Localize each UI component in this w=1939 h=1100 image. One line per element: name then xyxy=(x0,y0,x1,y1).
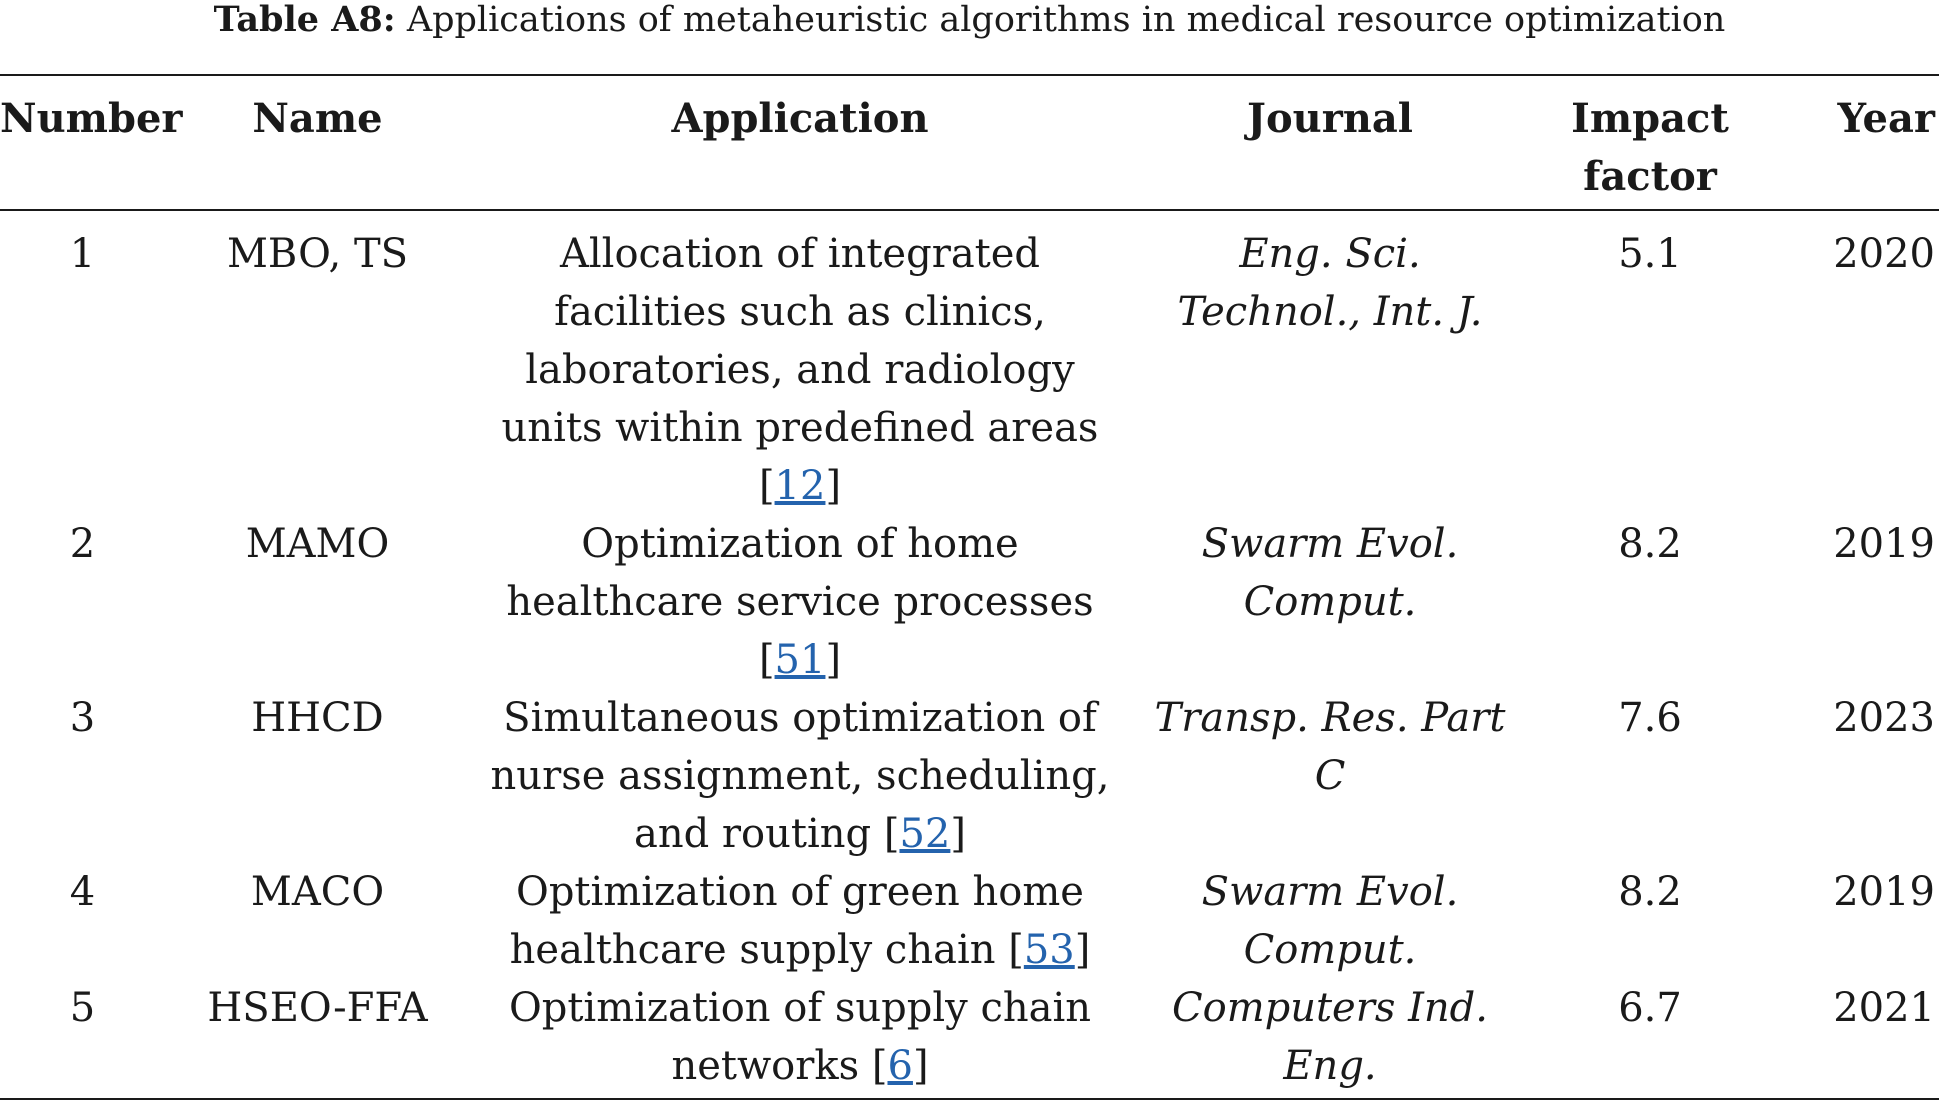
cell-name: MAMO xyxy=(245,521,390,567)
table-row xyxy=(0,863,1939,979)
reference-link[interactable]: 6 xyxy=(887,1043,913,1089)
cell-number: 3 xyxy=(69,695,96,741)
cell-number: 5 xyxy=(69,985,96,1031)
journal-text: Transp. Res. Part C xyxy=(1154,695,1506,799)
application-text: Allocation of integrated facilities such as clinics, laboratories, and radiology units within predefined areas xyxy=(501,231,1099,451)
cell-impact-factor: 8.2 xyxy=(1618,521,1682,567)
cell-journal xyxy=(1130,979,1530,1099)
reference-link[interactable]: 52 xyxy=(899,811,951,857)
column-header-application: Application xyxy=(671,95,929,142)
cell-name: HSEO-FFA xyxy=(207,985,428,1031)
cell-number: 1 xyxy=(69,231,96,277)
table-row xyxy=(0,979,1939,1099)
cell-year: 2020 xyxy=(1833,231,1935,277)
application-text: Optimization of supply chain networks xyxy=(508,985,1092,1089)
journal-text: Swarm Evol. Comput. xyxy=(1201,521,1459,625)
cell-name: MBO, TS xyxy=(226,231,409,277)
cell-journal xyxy=(1130,689,1530,863)
cell-year: 2019 xyxy=(1833,521,1935,567)
reference-link[interactable]: 51 xyxy=(774,637,826,683)
cell-application: Optimization of home healthcare service processes [51] xyxy=(506,521,1094,683)
table-body xyxy=(0,210,1939,1099)
cell-year: 2019 xyxy=(1833,869,1935,915)
cell-year: 2021 xyxy=(1833,985,1935,1031)
reference-link[interactable]: 12 xyxy=(774,463,826,509)
journal-text: Eng. Sci. Technol., Int. J. xyxy=(1177,231,1483,335)
column-header-number: Number xyxy=(0,95,183,142)
table-header xyxy=(0,75,1939,210)
cell-application: Simultaneous optimization of nurse assignment, scheduling, and routing [52] xyxy=(490,695,1110,857)
cell-number: 2 xyxy=(69,521,96,567)
table-row xyxy=(0,515,1939,689)
table-row xyxy=(0,210,1939,515)
impact-header-line1: Impact xyxy=(1571,95,1729,142)
journal-text: Computers Ind. Eng. xyxy=(1172,985,1488,1089)
table-row xyxy=(0,689,1939,863)
table-caption-label: Table A8: xyxy=(213,0,396,40)
cell-year: 2023 xyxy=(1833,695,1935,741)
column-header-name: Name xyxy=(252,95,383,142)
applications-table xyxy=(0,74,1939,1100)
cell-impact-factor: 8.2 xyxy=(1618,869,1682,915)
application-text: Simultaneous optimization of nurse assignment, scheduling, and routing xyxy=(490,695,1110,857)
application-text: Optimization of green home healthcare supply chain xyxy=(509,869,1084,973)
reference-link[interactable]: 53 xyxy=(1023,927,1075,973)
journal-text: Swarm Evol. Comput. xyxy=(1201,869,1459,973)
cell-name: HHCD xyxy=(251,695,384,741)
cell-application: Allocation of integrated facilities such as clinics, laboratories, and radiology units within predefined areas [12] xyxy=(501,231,1099,509)
cell-application: Optimization of green home healthcare supply chain [53] xyxy=(509,869,1091,973)
column-header-year: Year xyxy=(1837,95,1935,142)
cell-name: MACO xyxy=(250,869,385,915)
column-header-impact-factor xyxy=(1530,75,1770,210)
table-caption-text: Applications of metaheuristic algorithms in medical resource optimization xyxy=(406,0,1726,40)
cell-impact-factor: 5.1 xyxy=(1618,231,1682,277)
cell-application: Optimization of supply chain networks [6] xyxy=(508,985,1092,1089)
cell-journal xyxy=(1130,515,1530,689)
cell-impact-factor: 7.6 xyxy=(1618,695,1682,741)
cell-number: 4 xyxy=(69,869,96,915)
header-row xyxy=(0,75,1939,210)
table-caption xyxy=(0,0,1939,40)
impact-header-line2: factor xyxy=(1583,153,1717,200)
column-header-journal: Journal xyxy=(1247,95,1413,142)
cell-journal xyxy=(1130,210,1530,515)
application-text: Optimization of home healthcare service processes xyxy=(506,521,1094,625)
cell-journal xyxy=(1130,863,1530,979)
cell-impact-factor: 6.7 xyxy=(1618,985,1682,1031)
